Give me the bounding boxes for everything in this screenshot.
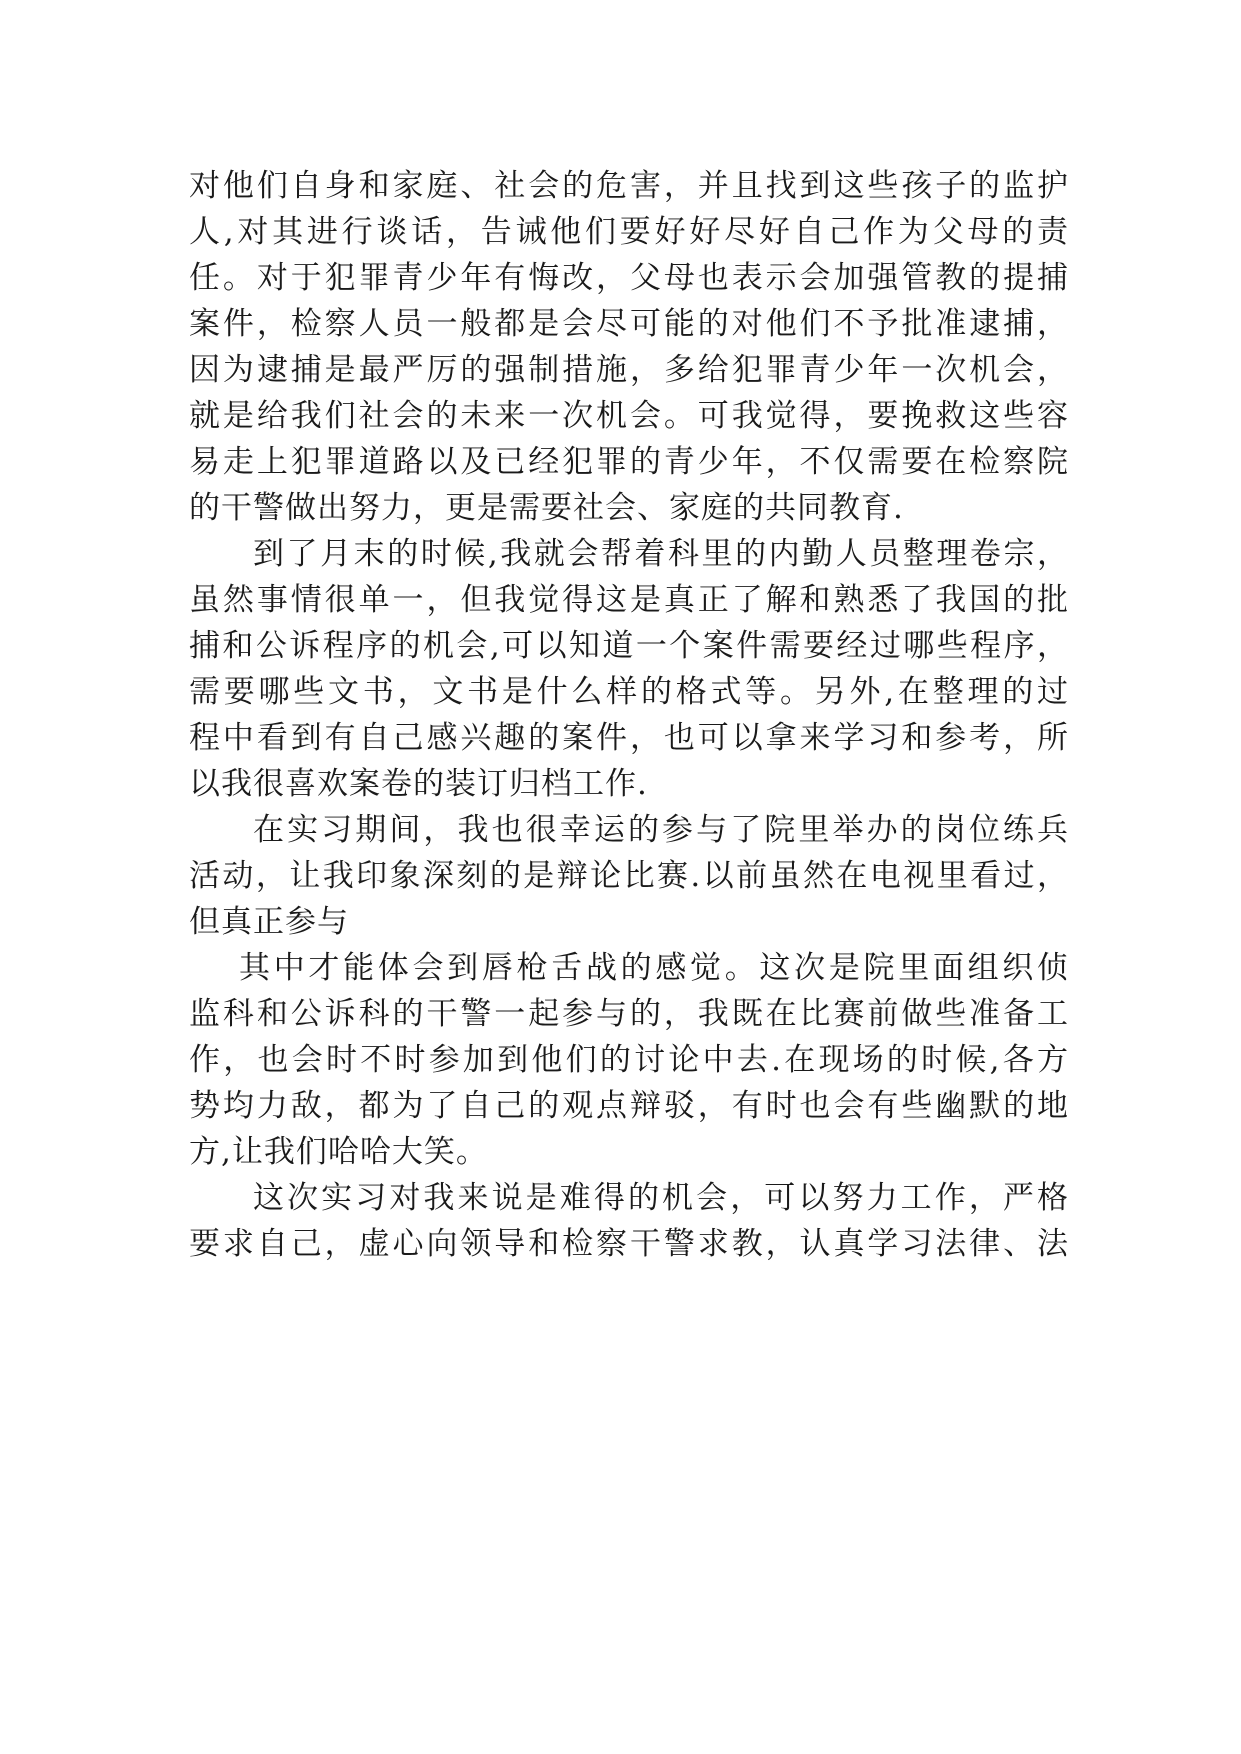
text-line: 作，也会时不时参加到他们的讨论中去.在现场的时候,各方 xyxy=(189,1042,1069,1078)
text-line: 活动，让我印象深刻的是辩论比赛.以前虽然在电视里看过， xyxy=(189,858,1069,894)
paragraph-start-line: 这次实习对我来说是难得的机会，可以努力工作，严格 xyxy=(253,1180,1069,1216)
text-line: 但真正参与 xyxy=(189,904,349,940)
text-line: 就是给我们社会的未来一次机会。可我觉得，要挽救这些容 xyxy=(189,398,1069,434)
text-line: 监科和公诉科的干警一起参与的，我既在比赛前做些准备工 xyxy=(189,996,1069,1032)
text-line: 对他们自身和家庭、社会的危害，并且找到这些孩子的监护 xyxy=(189,168,1069,204)
paragraph-start-line: 其中才能体会到唇枪舌战的感觉。这次是院里面组织侦 xyxy=(239,950,1069,986)
paragraph-start-line: 在实习期间，我也很幸运的参与了院里举办的岗位练兵 xyxy=(253,812,1069,848)
text-line: 虽然事情很单一，但我觉得这是真正了解和熟悉了我国的批 xyxy=(189,582,1069,618)
text-line: 方,让我们哈哈大笑。 xyxy=(189,1134,488,1170)
text-line: 案件，检察人员一般都是会尽可能的对他们不予批准逮捕， xyxy=(189,306,1069,342)
text-line: 需要哪些文书，文书是什么样的格式等。另外,在整理的过 xyxy=(189,674,1069,710)
text-line: 任。对于犯罪青少年有悔改，父母也表示会加强管教的提捕 xyxy=(189,260,1069,296)
text-line: 因为逮捕是最严厉的强制措施，多给犯罪青少年一次机会， xyxy=(189,352,1069,388)
body-text xyxy=(189,163,1069,1267)
text-line: 人,对其进行谈话，告诫他们要好好尽好自己作为父母的责 xyxy=(189,214,1069,250)
text-line: 程中看到有自己感兴趣的案件，也可以拿来学习和参考，所 xyxy=(189,720,1069,756)
text-line: 的干警做出努力，更是需要社会、家庭的共同教育. xyxy=(189,490,904,526)
text-line: 要求自己，虚心向领导和检察干警求教，认真学习法律、法 xyxy=(189,1226,1069,1262)
paragraph-start-line: 到了月末的时候,我就会帮着科里的内勤人员整理卷宗， xyxy=(253,536,1069,572)
text-line: 势均力敌，都为了自己的观点辩驳，有时也会有些幽默的地 xyxy=(189,1088,1069,1124)
text-line: 以我很喜欢案卷的装订归档工作. xyxy=(189,766,648,802)
text-line: 易走上犯罪道路以及已经犯罪的青少年，不仅需要在检察院 xyxy=(189,444,1069,480)
text-line: 捕和公诉程序的机会,可以知道一个案件需要经过哪些程序， xyxy=(189,628,1069,664)
